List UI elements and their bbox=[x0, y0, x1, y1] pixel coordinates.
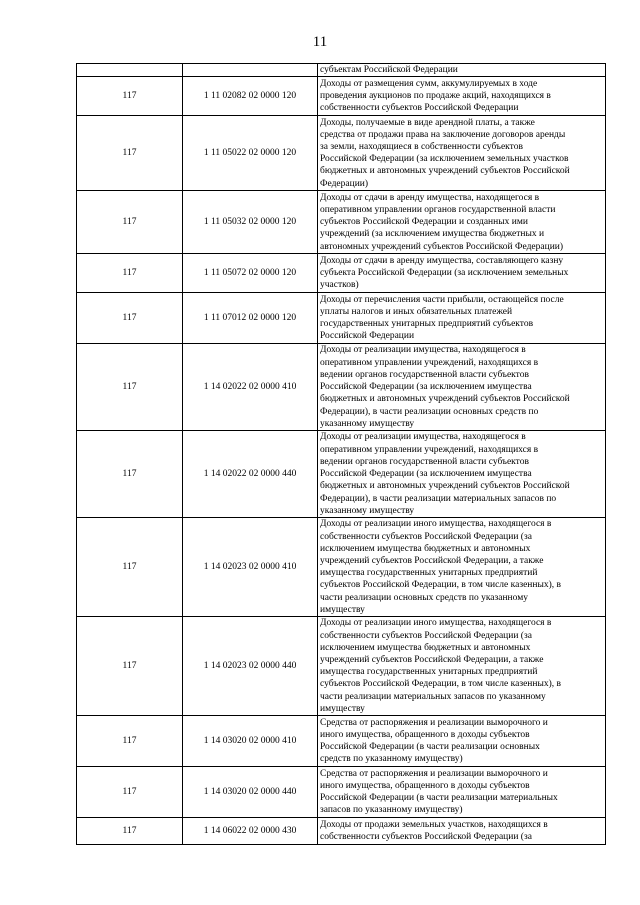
description-line: указанному имуществу bbox=[320, 505, 415, 516]
description-line: Российской Федерации (в части реализации материальных bbox=[320, 793, 558, 804]
description-line: Доходы, получаемые в виде арендной платы, а также bbox=[320, 117, 535, 128]
admin-code-cell: 117 bbox=[77, 617, 183, 716]
table-row bbox=[77, 116, 606, 191]
revenue-code-cell: 1 14 02023 02 0000 440 bbox=[183, 617, 318, 716]
description-line: бюджетных и автономных учреждений субъектов Российской bbox=[320, 481, 570, 492]
description-line: Российской Федерации (за исключением земельных участков bbox=[320, 154, 569, 165]
description-line: Доходы от сдачи в аренду имущества, находящегося в bbox=[320, 192, 540, 203]
admin-code-cell: 117 bbox=[77, 116, 183, 191]
description-line: Федерации), в части реализации основных средств по bbox=[320, 406, 539, 417]
revenue-code-cell bbox=[183, 64, 318, 77]
page-number: 11 bbox=[312, 34, 328, 50]
description-line: оперативном управлении органов государственной власти bbox=[320, 204, 556, 215]
revenue-description-cell bbox=[318, 77, 606, 116]
description-line: собственности субъектов Российской Федерации (за bbox=[320, 630, 532, 641]
admin-code-cell: 117 bbox=[77, 344, 183, 431]
revenue-description-cell bbox=[318, 431, 606, 518]
description-line: бюджетных и автономных учреждений субъектов Российской bbox=[320, 166, 570, 177]
revenue-description-cell bbox=[318, 818, 606, 845]
revenue-code-cell: 1 14 02022 02 0000 410 bbox=[183, 344, 318, 431]
revenue-description-cell bbox=[318, 518, 606, 617]
description-line: за земли, находящиеся в собственности субъектов bbox=[320, 142, 523, 152]
revenue-description-cell bbox=[318, 716, 606, 767]
admin-code-cell: 117 bbox=[77, 191, 183, 254]
revenue-code-cell: 1 14 02023 02 0000 410 bbox=[183, 518, 318, 617]
description-line: имущества государственных унитарных предприятий bbox=[320, 568, 538, 579]
description-line: Федерации) bbox=[320, 178, 369, 189]
revenue-code-cell: 1 11 02082 02 0000 120 bbox=[183, 77, 318, 116]
revenue-description-cell bbox=[318, 344, 606, 431]
table-row bbox=[77, 344, 606, 431]
description-line: Российской Федерации (за исключением имущества bbox=[320, 382, 532, 393]
description-line: имуществу bbox=[320, 703, 365, 714]
revenue-description-cell bbox=[318, 64, 606, 77]
description-line: субъектов Российской Федерации, в том числе казенных), в bbox=[320, 679, 561, 690]
table-row bbox=[77, 293, 606, 344]
revenue-code-cell: 1 14 06022 02 0000 430 bbox=[183, 818, 318, 845]
description-line: субъектов Российской Федерации и созданных ими bbox=[320, 217, 528, 228]
revenue-code-cell: 1 14 03020 02 0000 440 bbox=[183, 767, 318, 818]
admin-code-cell: 117 bbox=[77, 293, 183, 344]
revenue-description-cell bbox=[318, 767, 606, 818]
description-line: Российской Федерации (за исключением имущества bbox=[320, 469, 532, 480]
description-line: Доходы от перечисления части прибыли, остающейся после bbox=[320, 294, 564, 305]
description-line: участков) bbox=[320, 280, 359, 291]
description-line: имущества государственных унитарных предприятий bbox=[320, 667, 538, 678]
table-row bbox=[77, 617, 606, 716]
table-row bbox=[77, 64, 606, 77]
description-line: субъектам Российской Федерации bbox=[320, 65, 458, 75]
description-line: Средства от распоряжения и реализации выморочного и bbox=[320, 717, 548, 728]
description-line: Средства от распоряжения и реализации выморочного и bbox=[320, 768, 548, 779]
table-row bbox=[77, 77, 606, 116]
description-line: иного имущества, обращенного в доходы субъектов bbox=[320, 730, 530, 740]
revenue-description-cell bbox=[318, 116, 606, 191]
description-line: собственности субъектов Российской Федерации bbox=[320, 103, 519, 114]
description-line: имуществу bbox=[320, 604, 365, 615]
description-line: Федерации), в части реализации материальных запасов по bbox=[320, 493, 557, 504]
description-line: бюджетных и автономных учреждений субъектов Российской bbox=[320, 394, 570, 405]
table-row bbox=[77, 716, 606, 767]
table-row bbox=[77, 518, 606, 617]
description-line: Доходы от реализации иного имущества, находящегося в bbox=[320, 519, 552, 530]
table-row bbox=[77, 254, 606, 293]
description-line: учреждений (за исключением имущества бюджетных и bbox=[320, 229, 545, 240]
revenue-code-cell: 1 11 05032 02 0000 120 bbox=[183, 191, 318, 254]
description-line: проведения аукционов по продаже акций, находящихся в bbox=[320, 91, 551, 102]
table-row bbox=[77, 191, 606, 254]
table-row bbox=[77, 767, 606, 818]
revenue-description-cell bbox=[318, 293, 606, 344]
description-line: Доходы от реализации имущества, находящегося в bbox=[320, 345, 526, 356]
admin-code-cell: 117 bbox=[77, 716, 183, 767]
description-line: оперативном управлении учреждений, находящихся в bbox=[320, 357, 539, 368]
admin-code-cell: 117 bbox=[77, 431, 183, 518]
description-line: автономных учреждений субъектов Российской Федерации) bbox=[320, 241, 564, 252]
revenue-code-cell: 1 11 05022 02 0000 120 bbox=[183, 116, 318, 191]
revenue-classification-table bbox=[76, 63, 606, 845]
revenue-description-cell bbox=[318, 191, 606, 254]
description-line: субъекта Российской Федерации (за исключением земельных bbox=[320, 268, 569, 279]
description-line: исключением имущества бюджетных и автономных bbox=[320, 543, 531, 554]
description-line: учреждений субъектов Российской Федерации, а также bbox=[320, 556, 544, 566]
description-line: части реализации материальных запасов по указанному bbox=[320, 691, 546, 702]
table-body bbox=[77, 64, 606, 845]
description-line: иного имущества, обращенного в доходы субъектов bbox=[320, 781, 530, 791]
table-row bbox=[77, 431, 606, 518]
description-line: Доходы от реализации имущества, находящегося в bbox=[320, 432, 526, 443]
description-line: Доходы от размещения сумм, аккумулируемых в ходе bbox=[320, 78, 538, 89]
revenue-description-cell bbox=[318, 617, 606, 716]
description-line: уплаты налогов и иных обязательных платежей bbox=[320, 307, 513, 317]
revenue-code-cell: 1 14 03020 02 0000 410 bbox=[183, 716, 318, 767]
description-line: ведении органов государственной власти субъектов bbox=[320, 456, 529, 467]
revenue-description-cell bbox=[318, 254, 606, 293]
description-line: средств по указанному имуществу) bbox=[320, 754, 463, 765]
description-line: государственных унитарных предприятий субъектов bbox=[320, 319, 534, 330]
description-line: ведении органов государственной власти субъектов bbox=[320, 369, 529, 380]
description-line: Доходы от сдачи в аренду имущества, составляющего казну bbox=[320, 255, 564, 266]
admin-code-cell bbox=[77, 64, 183, 77]
description-line: собственности субъектов Российской Федерации (за bbox=[320, 531, 532, 542]
description-line: средства от продажи права на заключение договоров аренды bbox=[320, 129, 566, 140]
description-line: части реализации основных средств по указанному bbox=[320, 592, 528, 603]
revenue-code-cell: 1 11 07012 02 0000 120 bbox=[183, 293, 318, 344]
description-line: исключением имущества бюджетных и автономных bbox=[320, 642, 531, 653]
admin-code-cell: 117 bbox=[77, 518, 183, 617]
description-line: запасов по указанному имуществу) bbox=[320, 805, 463, 816]
revenue-code-cell: 1 11 05072 02 0000 120 bbox=[183, 254, 318, 293]
description-line: Доходы от реализации иного имущества, находящегося в bbox=[320, 618, 552, 629]
table-row bbox=[77, 818, 606, 845]
admin-code-cell: 117 bbox=[77, 767, 183, 818]
description-line: Российской Федерации bbox=[320, 331, 415, 342]
revenue-code-cell: 1 14 02022 02 0000 440 bbox=[183, 431, 318, 518]
description-line: указанному имуществу bbox=[320, 418, 415, 429]
description-line: субъектов Российской Федерации, в том числе казенных), в bbox=[320, 580, 561, 591]
description-line: Российской Федерации (в части реализации основных bbox=[320, 742, 540, 753]
admin-code-cell: 117 bbox=[77, 818, 183, 845]
description-line: собственности субъектов Российской Федерации (за bbox=[320, 832, 532, 843]
description-line: учреждений субъектов Российской Федерации, а также bbox=[320, 655, 544, 665]
admin-code-cell: 117 bbox=[77, 254, 183, 293]
description-line: Доходы от продажи земельных участков, находящихся в bbox=[320, 820, 548, 830]
admin-code-cell: 117 bbox=[77, 77, 183, 116]
description-line: оперативном управлении учреждений, находящихся в bbox=[320, 444, 539, 455]
